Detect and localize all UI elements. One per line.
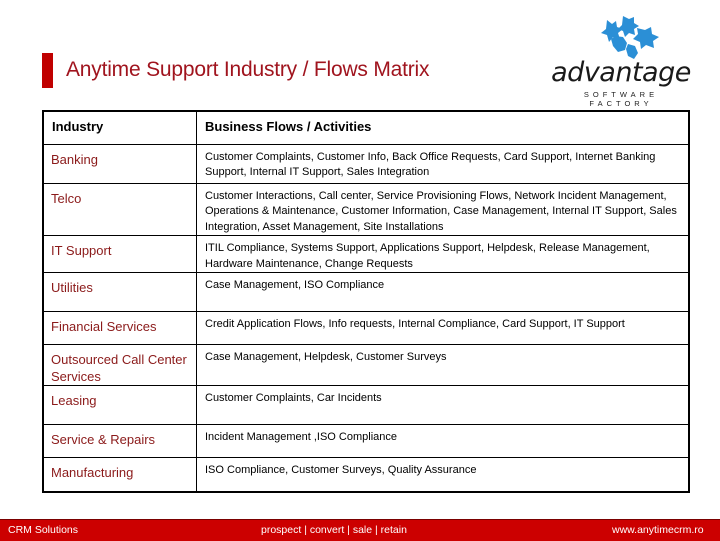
industry-flows-table xyxy=(42,110,690,493)
logo-wordmark: advantage xyxy=(551,57,691,88)
company-logo xyxy=(545,14,695,108)
industry-cell: IT Support xyxy=(51,243,112,258)
industry-cell: Leasing xyxy=(51,393,97,408)
flows-cell: Incident Management ,ISO Compliance xyxy=(205,431,397,443)
industry-cell: Service & Repairs xyxy=(51,432,156,447)
flows-cell: Case Management, ISO Compliance xyxy=(205,279,385,291)
flows-cell: ISO Compliance, Customer Surveys, Quality Assurance xyxy=(205,464,477,476)
column-header-industry: Industry xyxy=(43,111,197,144)
table-row xyxy=(43,183,689,236)
footer-website-link[interactable]: www.anytimecrm.ro xyxy=(612,524,704,536)
industry-cell: Manufacturing xyxy=(51,465,134,480)
table-row xyxy=(43,386,689,425)
flows-cell: Customer Complaints, Car Incidents xyxy=(205,392,382,404)
footer-tagline: prospect | convert | sale | retain xyxy=(261,524,407,536)
industry-cell: Banking xyxy=(51,151,98,167)
table-row xyxy=(43,273,689,312)
table-row xyxy=(43,458,689,492)
table-row xyxy=(43,312,689,345)
industry-cell: Outsourced Call Center Services xyxy=(51,352,187,384)
table-row xyxy=(43,236,689,273)
flows-cell: ITIL Compliance, Systems Support, Applications Support, Helpdesk, Release Management, Hardware Maintenance, Change Requests xyxy=(205,242,650,270)
page-title: Anytime Support Industry / Flows Matrix xyxy=(66,58,430,81)
footer-bar xyxy=(0,519,720,541)
industry-cell: Utilities xyxy=(51,280,93,295)
flows-cell: Customer Interactions, Call center, Service Provisioning Flows, Network Incident Management, Operations & Maintenance, Customer Information, Case Management, Internal IT Support, Sales Integration, Asset Management, Site Installations xyxy=(205,189,677,233)
flows-cell: Customer Complaints, Customer Info, Back Office Requests, Card Support, Internet Banking Support, Internal IT Support, Sales Integration xyxy=(205,150,656,178)
footer-left-label: CRM Solutions xyxy=(8,524,79,536)
table-row xyxy=(43,425,689,458)
flows-cell: Case Management, Helpdesk, Customer Surveys xyxy=(205,351,447,363)
table-row xyxy=(43,144,689,183)
title-accent-bar xyxy=(42,53,53,88)
industry-cell: Financial Services xyxy=(51,319,157,334)
industry-cell: Telco xyxy=(51,190,82,206)
logo-tagline: SOFTWARE FACTORY xyxy=(583,90,659,108)
flows-cell: Credit Application Flows, Info requests, Internal Compliance, Card Support, IT Support xyxy=(205,318,625,330)
table-header-row xyxy=(43,111,689,144)
column-header-flows: Business Flows / Activities xyxy=(197,111,690,144)
table-row xyxy=(43,345,689,386)
